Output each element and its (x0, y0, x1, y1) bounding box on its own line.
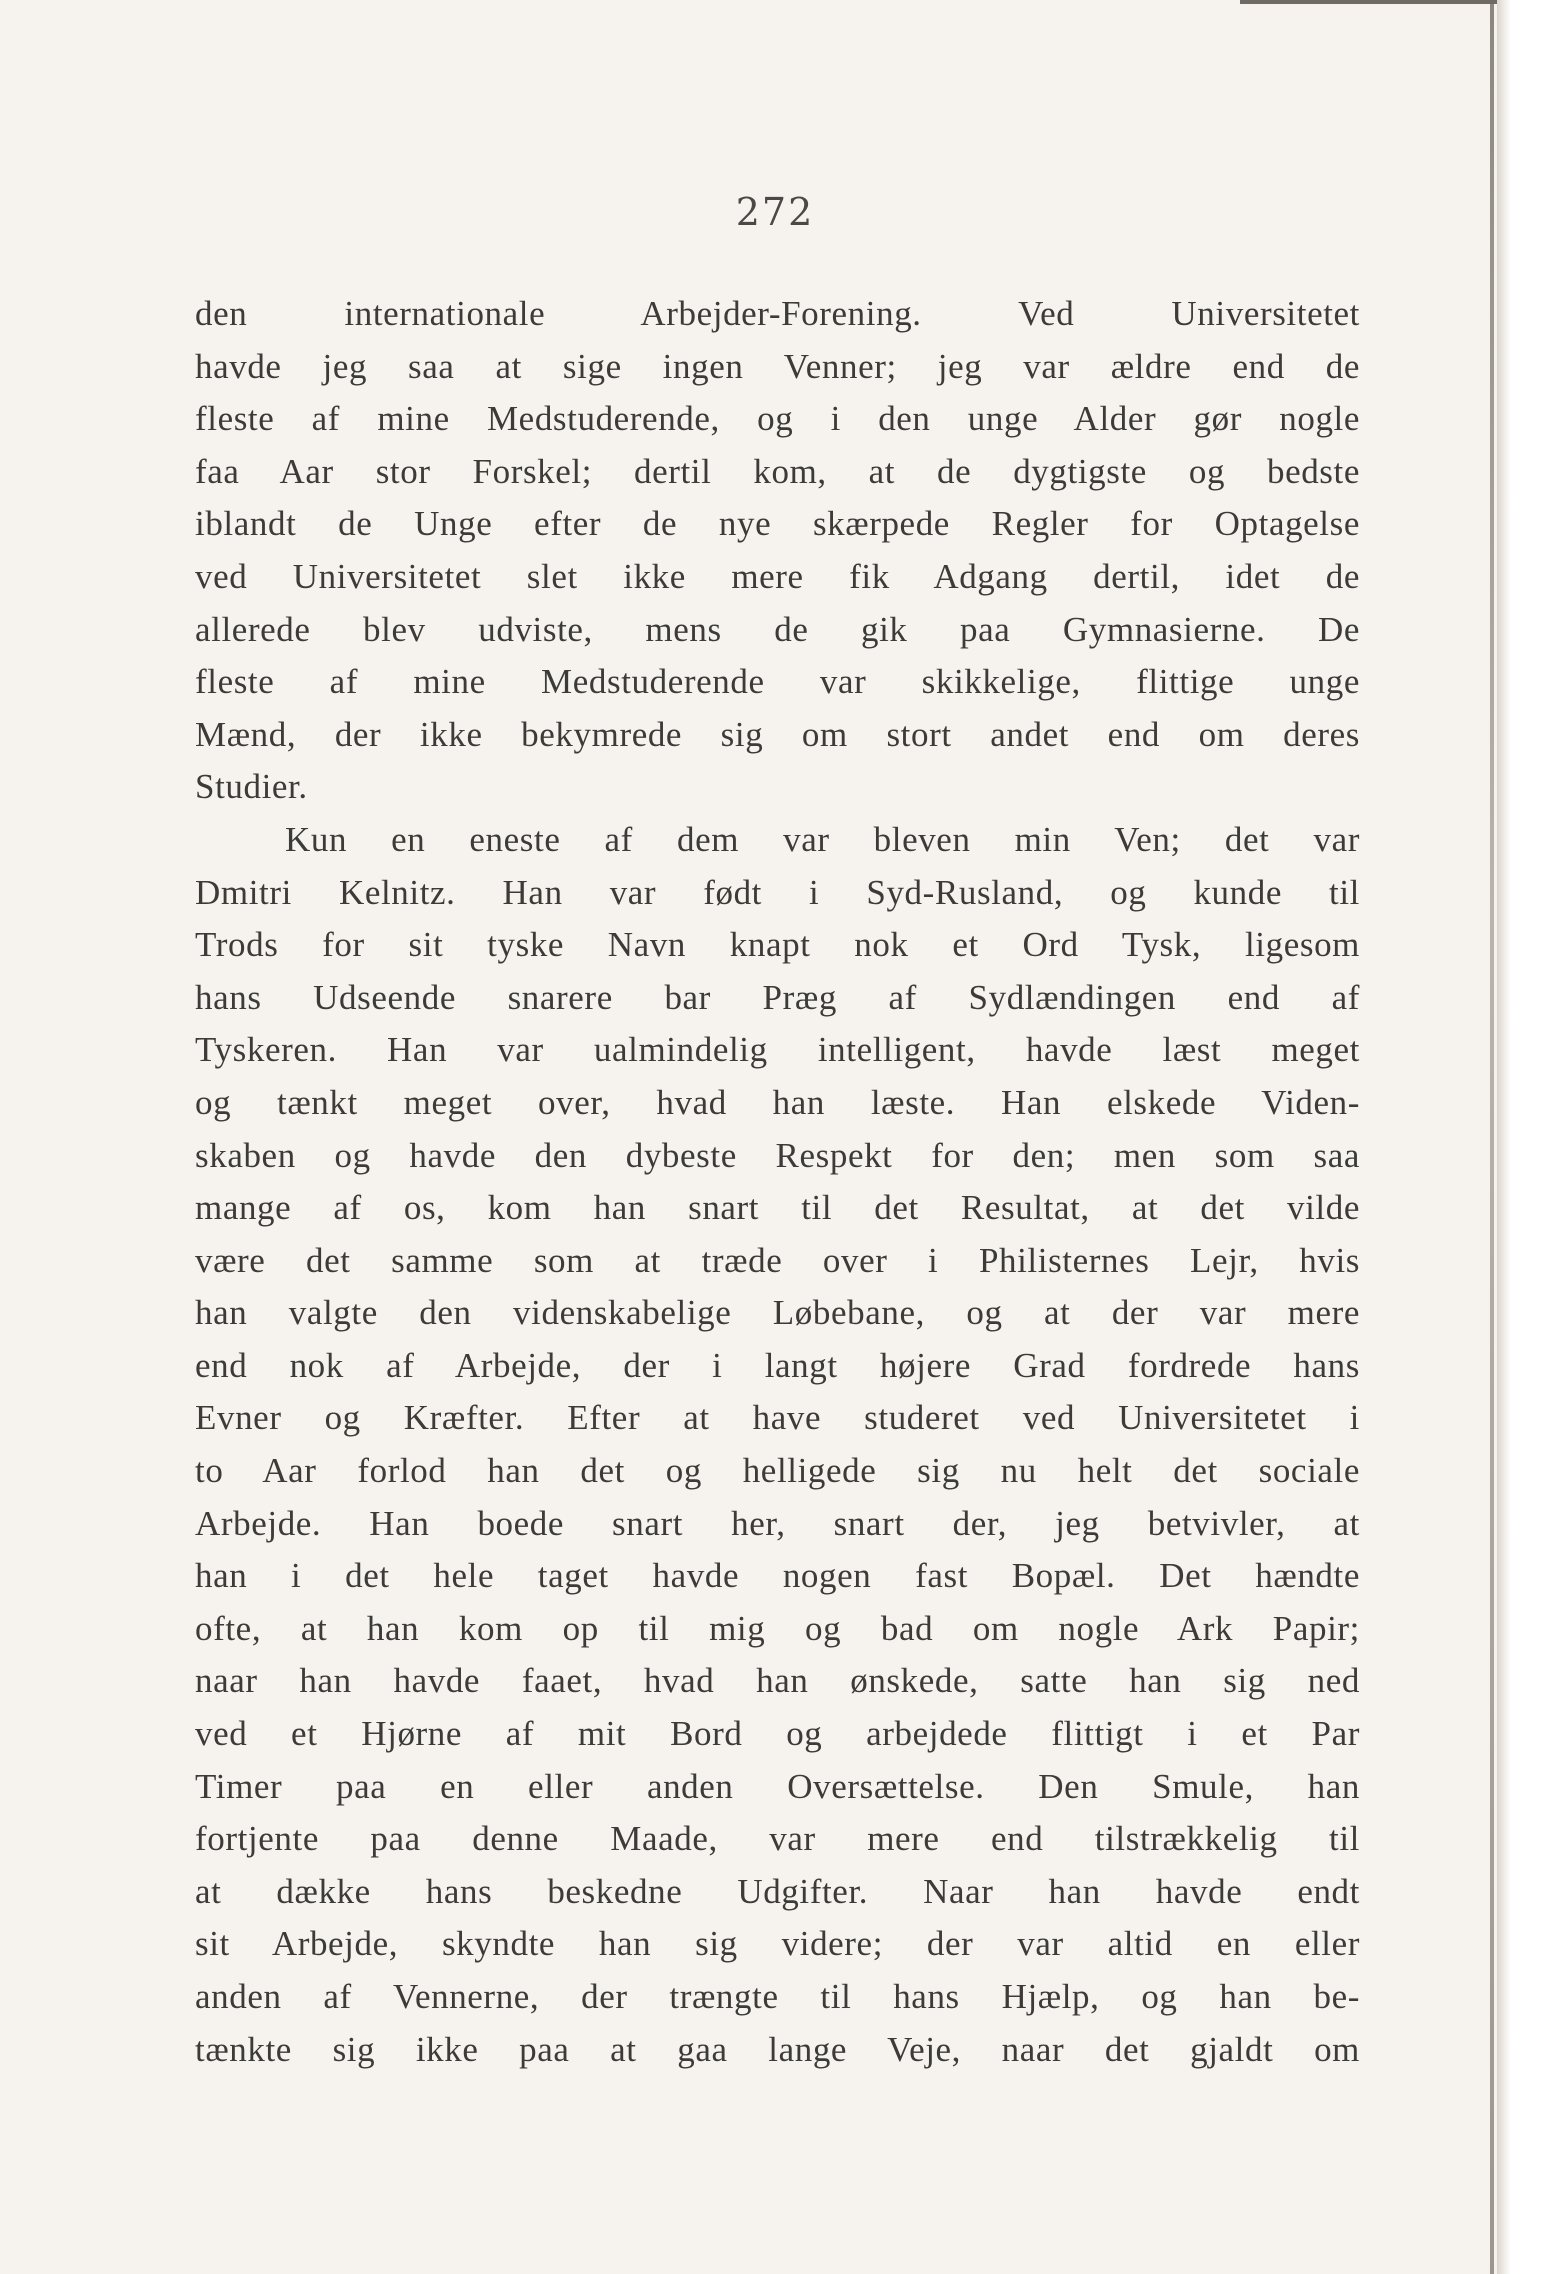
text-line: fortjente paa denne Maade, var mere end tilstrækkelig til (195, 1819, 1360, 1859)
text-line: faa Aar stor Forskel; dertil kom, at de dygtigste og bedste (195, 451, 1360, 491)
text-line: havde jeg saa at sige ingen Venner; jeg var ældre end de (195, 346, 1360, 386)
body-text (195, 288, 1360, 2076)
text-line: Studier. (195, 767, 308, 807)
text-line: Evner og Kræfter. Efter at have studeret ved Universitetet i (195, 1398, 1360, 1438)
text-line: fleste af mine Medstuderende, og i den unge Alder gør nogle (195, 399, 1360, 439)
top-edge-rule (1240, 0, 1497, 4)
text-line: sit Arbejde, skyndte han sig videre; der var altid en eller (195, 1924, 1360, 1964)
text-line: Mænd, der ikke bekymrede sig om stort andet end om deres (195, 714, 1360, 754)
text-line: allerede blev udviste, mens de gik paa Gymnasierne. De (195, 609, 1360, 649)
text-line: Timer paa en eller anden Oversættelse. Den Smule, han (195, 1766, 1360, 1806)
text-line: være det samme som at træde over i Philisternes Lejr, hvis (195, 1240, 1360, 1280)
text-line: at dække hans beskedne Udgifter. Naar han havde endt (195, 1871, 1360, 1911)
text-line: Kun en eneste af dem var bleven min Ven; det var (285, 819, 1360, 859)
text-line: ved Universitetet slet ikke mere fik Adgang dertil, idet de (195, 556, 1360, 596)
text-line: end nok af Arbejde, der i langt højere Grad fordrede hans (195, 1345, 1360, 1385)
page-edge (1497, 0, 1550, 2274)
text-line: han i det hele taget havde nogen fast Bopæl. Det hændte (195, 1556, 1360, 1596)
page-edge-shadow (1490, 0, 1494, 2274)
text-line: fleste af mine Medstuderende var skikkelige, flittige unge (195, 662, 1360, 702)
text-line: Trods for sit tyske Navn knapt nok et Ord Tysk, ligesom (195, 925, 1360, 965)
text-line: ofte, at han kom op til mig og bad om nogle Ark Papir; (195, 1608, 1360, 1648)
text-line: ved et Hjørne af mit Bord og arbejdede flittigt i et Par (195, 1714, 1360, 1754)
text-line: Arbejde. Han boede snart her, snart der, jeg betvivler, at (195, 1503, 1360, 1543)
text-line: anden af Vennerne, der trængte til hans Hjælp, og han be- (195, 1977, 1360, 2016)
text-line: iblandt de Unge efter de nye skærpede Regler for Optagelse (195, 504, 1360, 544)
text-line: mange af os, kom han snart til det Resultat, at det vilde (195, 1188, 1360, 1228)
text-line: den internationale Arbejder-Forening. Ved Universitetet (195, 294, 1360, 333)
text-line: og tænkt meget over, hvad han læste. Han elskede Viden- (195, 1082, 1360, 1122)
text-line: to Aar forlod han det og helligede sig nu helt det sociale (195, 1451, 1360, 1491)
page-number: 272 (735, 190, 815, 234)
text-line: naar han havde faaet, hvad han ønskede, satte han sig ned (195, 1661, 1360, 1701)
text-line: hans Udseende snarere bar Præg af Sydlændingen end af (195, 977, 1360, 1017)
text-line: Dmitri Kelnitz. Han var født i Syd-Rusland, og kunde til (195, 872, 1360, 912)
text-line: tænkte sig ikke paa at gaa lange Veje, naar det gjaldt om (195, 2029, 1360, 2069)
text-line: Tyskeren. Han var ualmindelig intelligent, havde læst meget (195, 1030, 1360, 1070)
text-line: han valgte den videnskabelige Løbebane, og at der var mere (195, 1293, 1360, 1333)
text-line: skaben og havde den dybeste Respekt for den; men som saa (195, 1135, 1360, 1175)
